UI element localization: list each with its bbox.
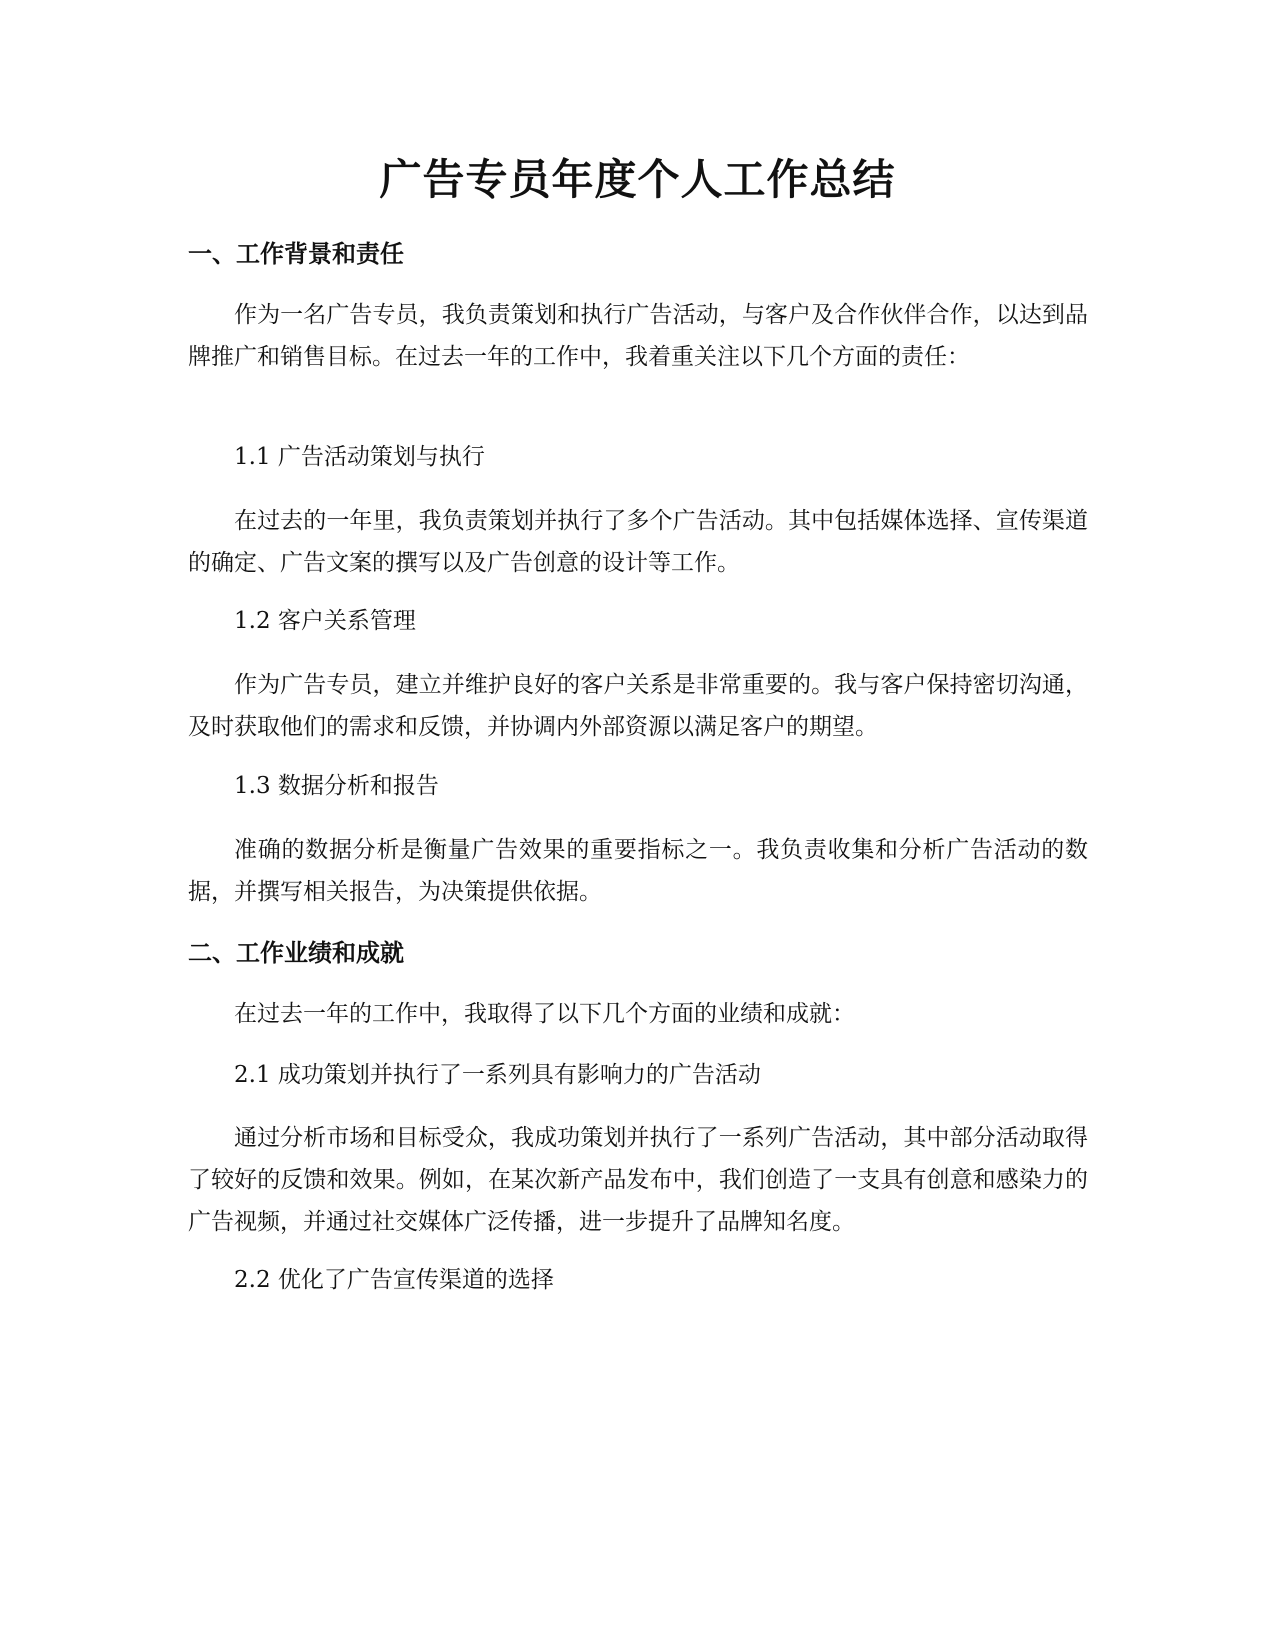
subsection-heading: 2.1 成功策划并执行了一系列具有影响力的广告活动 — [234, 1062, 761, 1088]
body-paragraph: 作为广告专员，建立并维护良好的客户关系是非常重要的。我与客户保持密切沟通，及时获取他们的需求和反馈，并协调内外部资源以满足客户的期望。 — [188, 672, 1088, 740]
body-paragraph: 在过去的一年里，我负责策划并执行了多个广告活动。其中包括媒体选择、宣传渠道的确定、广告文案的撰写以及广告创意的设计等工作。 — [188, 508, 1088, 576]
section-intro-paragraph: 在过去一年的工作中，我取得了以下几个方面的业绩和成就： — [234, 1001, 855, 1027]
section-heading: 一、工作背景和责任 — [188, 240, 404, 268]
subsection-heading: 1.2 客户关系管理 — [234, 608, 416, 634]
subsection-heading: 1.1 广告活动策划与执行 — [234, 444, 485, 470]
subsection-heading: 2.2 优化了广告宣传渠道的选择 — [234, 1267, 554, 1293]
document-title: 广告专员年度个人工作总结 — [379, 155, 896, 204]
subsection-heading: 1.3 数据分析和报告 — [234, 773, 439, 799]
section-intro-paragraph: 作为一名广告专员，我负责策划和执行广告活动，与客户及合作伙伴合作，以达到品牌推广和销售目标。在过去一年的工作中，我着重关注以下几个方面的责任： — [188, 302, 1088, 370]
body-paragraph: 通过分析市场和目标受众，我成功策划并执行了一系列广告活动，其中部分活动取得了较好的反馈和效果。例如，在某次新产品发布中，我们创造了一支具有创意和感染力的广告视频，并通过社交媒体广泛传播，进一步提升了品牌知名度。 — [188, 1125, 1088, 1235]
section-heading: 二、工作业绩和成就 — [188, 939, 404, 967]
body-paragraph: 准确的数据分析是衡量广告效果的重要指标之一。我负责收集和分析广告活动的数据，并撰写相关报告，为决策提供依据。 — [188, 837, 1088, 905]
